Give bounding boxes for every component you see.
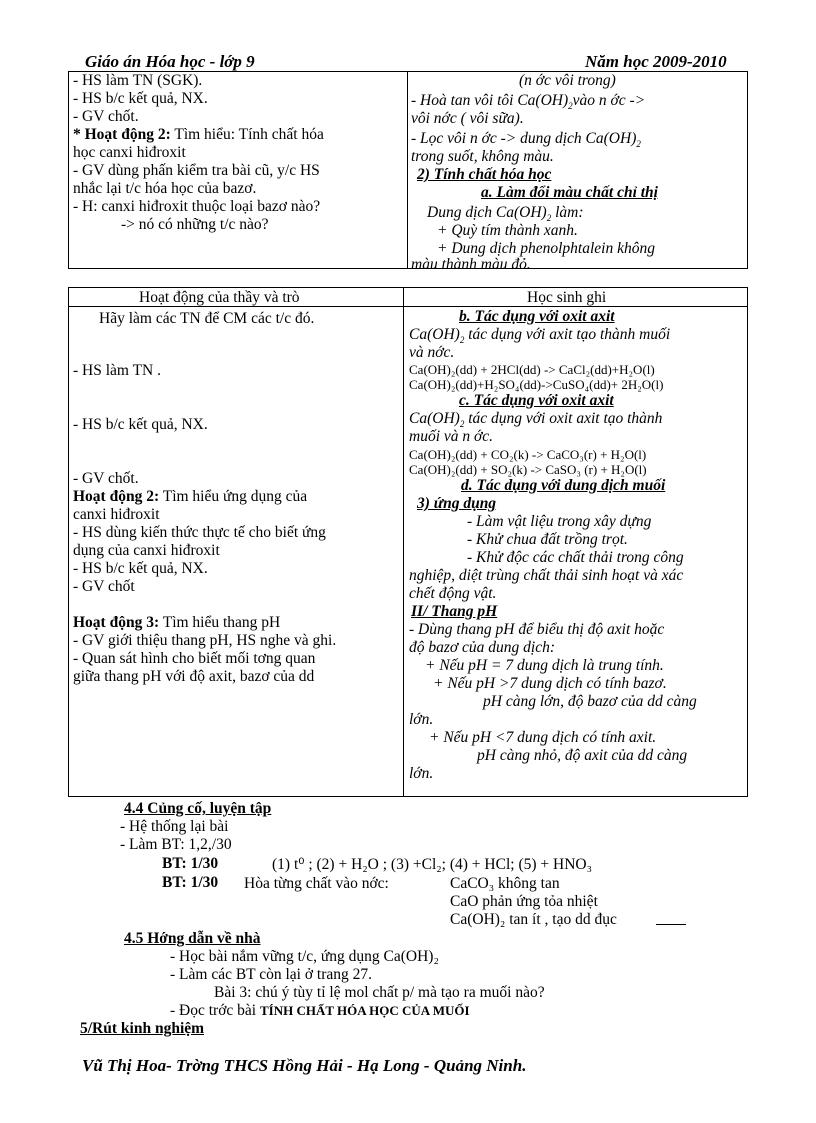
t2-left-line: - HS b/c kết quả, NX. — [73, 416, 208, 433]
exercise-text: CaO phản ứng tỏa nhiệt — [450, 893, 598, 910]
t1-right-line: vôi nớc ( vôi sữa). — [411, 110, 524, 127]
column-header-right: Học sinh ghi — [527, 289, 607, 306]
body-line: - Làm BT: 1,2,/30 — [120, 836, 232, 853]
equation: Ca(OH)₂(dd) + CO₂(k) -> CaCO₃(r) + H₂O(l) — [409, 447, 647, 462]
t1-right-line: (n ớc vôi trong) — [519, 72, 616, 89]
body-line: - Học bài nắm vững t/c, ứng dụng Ca(OH)₂ — [170, 948, 439, 965]
table-top — [68, 71, 748, 273]
footer: Vũ Thị Hoa- Trờng THCS Hồng Hải - Hạ Long - Quảng Ninh. — [82, 1056, 527, 1075]
t2-right-line: muối và n ớc. — [409, 428, 494, 445]
t1-left-line: nhắc lại t/c hóa học của bazơ. — [73, 180, 257, 197]
activity-text: Tìm hiểu ứng dụng của — [159, 488, 308, 505]
t2-right-line: pH càng lớn, độ bazơ của dd càng — [483, 693, 697, 710]
exercise-text: (1) t⁰ ; (2) + H₂O ; (3) +Cl₂; (4) + HCl; (5) + HNO₃ — [272, 856, 592, 873]
t2-right-line: lớn. — [409, 711, 434, 728]
t2-right-line: $Ca(OH)_2$ tác dụng với oxit axit tạo thành — [409, 410, 663, 430]
t2-left-line: canxi hiđroxit — [73, 506, 160, 523]
section-heading: 2) Tính chất hóa học — [417, 166, 552, 183]
t1-left-line — [73, 126, 324, 144]
activity-label: * Hoạt động 2: — [73, 126, 171, 143]
activity-label: Hoạt động 2: — [73, 488, 160, 505]
body-line: - Đọc trớc bài TÍNH CHẤT HÓA HỌC CỦA MUỐI — [170, 1002, 470, 1019]
t2-left-line: - HS dùng kiến thức thực tế cho biết ứng — [73, 524, 326, 541]
t2-right-line: + Nếu pH >7 dung dịch có tính bazơ. — [433, 675, 667, 692]
body-line: - Làm các BT còn lại ở trang 27. — [170, 966, 373, 983]
t2-left-line: - HS b/c kết quả, NX. — [73, 560, 208, 577]
exercise-text: CaCO₃ không tan — [450, 875, 560, 892]
subsection-heading: b. Tác dụng với oxit axit — [459, 308, 615, 325]
t2-right-line: nghiệp, diệt trùng chất thải sinh hoạt và xác — [409, 567, 684, 584]
equation: Ca(OH)₂(dd) + SO₂(k) -> CaSO₃ (r) + H₂O(l) — [409, 462, 647, 477]
t1-left-line: - HS b/c kết quả, NX. — [73, 90, 208, 107]
activity-text: Tìm hiểu thang pH — [159, 614, 281, 631]
lesson-title: TÍNH CHẤT HÓA HỌC CỦA MUỐI — [259, 1003, 470, 1018]
t2-left-line: - HS làm TN . — [73, 362, 161, 379]
t2-right-line: $Ca(OH)_2$ tác dụng với axit tạo thành muối — [409, 326, 671, 346]
t2-right-line: và nớc. — [409, 344, 455, 361]
t1-right-line: - Lọc vôi n ớc -> dung dịch $Ca(OH)_2$ — [411, 130, 641, 150]
body-line: Bài 3: chú ý tùy tỉ lệ mol chất p/ mà tạo ra muối nào? — [214, 984, 545, 1001]
t2-right-line: lớn. — [409, 765, 434, 782]
header-left: Giáo án Hóa học - lớp 9 — [85, 52, 255, 71]
t1-left-line: - GV dùng phấn kiểm tra bài cũ, y/c HS — [73, 162, 320, 179]
t2-left-line: - GV giới thiệu thang pH, HS nghe và ghi. — [73, 632, 337, 649]
section-heading: II/ Thang pH — [411, 603, 498, 620]
t2-right-line: + Nếu pH <7 dung dịch có tính axit. — [429, 729, 657, 746]
t2-right-line: + Nếu pH = 7 dung dịch là trung tính. — [425, 657, 664, 674]
answer-blank — [656, 924, 686, 925]
t2-left-line: Hãy làm các TN để CM các t/c đó. — [99, 310, 315, 327]
t1-right-line: + Dung dịch phenolphtalein không — [437, 240, 655, 257]
t2-right-line: - Dùng thang pH để biểu thị độ axit hoặc — [409, 621, 665, 638]
t2-right-line: - Khử độc các chất thải trong công — [467, 549, 684, 566]
subsection-heading: c. Tác dụng với oxit axit — [459, 392, 614, 409]
t1-left-line: -> nó có những t/c nào? — [121, 216, 269, 233]
section-title: 5/Rút kinh nghiệm — [80, 1020, 205, 1037]
t2-right-line: pH càng nhỏ, độ axit của dd càng — [477, 747, 688, 764]
t2-right-line: - Làm vật liệu trong xây dựng — [467, 513, 652, 530]
section-title: 4.4 Củng cố, luyện tập — [124, 800, 272, 817]
column-header-left: Hoạt động của thầy và trò — [139, 289, 300, 306]
t1-right-line: + Quỳ tím thành xanh. — [437, 222, 578, 239]
t1-left-line: - GV chốt. — [73, 108, 139, 125]
t2-left-line: dụng của canxi hiđroxit — [73, 542, 220, 559]
t2-left-line: - GV chốt — [73, 578, 135, 595]
t1-right-line: trong suốt, không màu. — [411, 148, 554, 165]
table-main-divider — [403, 288, 404, 796]
t1-right-line: màu thành màu đỏ. — [411, 256, 531, 273]
equation: Ca(OH)₂(dd) + 2HCl(dd) -> CaCl₂(dd)+H₂O(l) — [409, 362, 655, 377]
t1-right-line: - Hoà tan vôi tôi $Ca(OH)_2vào$ n ớc -> — [411, 92, 646, 112]
subsection-heading: a. Làm đổi màu chất chỉ thị — [481, 184, 658, 201]
activity-label: Hoạt động 3: — [73, 614, 160, 631]
activity-text: Tìm hiểu: Tính chất hóa — [170, 126, 324, 143]
header-right: Năm học 2009-2010 — [585, 52, 727, 71]
t2-left-line: giữa thang pH với độ axit, bazơ của dd — [73, 668, 315, 685]
t1-left-line: - H: canxi hiđroxit thuộc loại bazơ nào? — [73, 198, 321, 215]
t2-left-line: - GV chốt. — [73, 470, 139, 487]
t2-right-line: chết động vật. — [409, 585, 497, 602]
t1-left-line: học canxi hiđroxit — [73, 144, 186, 161]
exercise-label: BT: 1/30 — [162, 855, 219, 872]
exercise-text: Hòa từng chất vào nớc: — [244, 875, 389, 892]
body-line: - Hệ thống lại bài — [120, 818, 229, 835]
table-main — [68, 287, 748, 797]
t2-left-line: - Quan sát hình cho biết mối tơng quan — [73, 650, 316, 667]
section-heading: 3) ứng dụng — [417, 495, 497, 512]
exercise-text: Ca(OH)₂ tan ít , tạo dd đục — [450, 911, 617, 928]
equation: Ca(OH)₂(dd)+H₂SO₄(dd)->CuSO₄(dd)+ 2H₂O(l) — [409, 377, 664, 392]
t2-right-line: - Khử chua đất trồng trọt. — [467, 531, 628, 548]
t1-right-line: Dung dịch $Ca(OH)_2$ làm: — [427, 204, 584, 224]
exercise-label: BT: 1/30 — [162, 874, 219, 891]
subsection-heading: d. Tác dụng với dung dịch muối — [461, 477, 666, 494]
section-title: 4.5 Hớng dẫn về nhà — [124, 930, 261, 947]
t2-right-line: độ bazơ của dung dịch: — [409, 639, 556, 656]
t1-left-line: - HS làm TN (SGK). — [73, 72, 203, 89]
table-top-divider — [407, 72, 408, 268]
